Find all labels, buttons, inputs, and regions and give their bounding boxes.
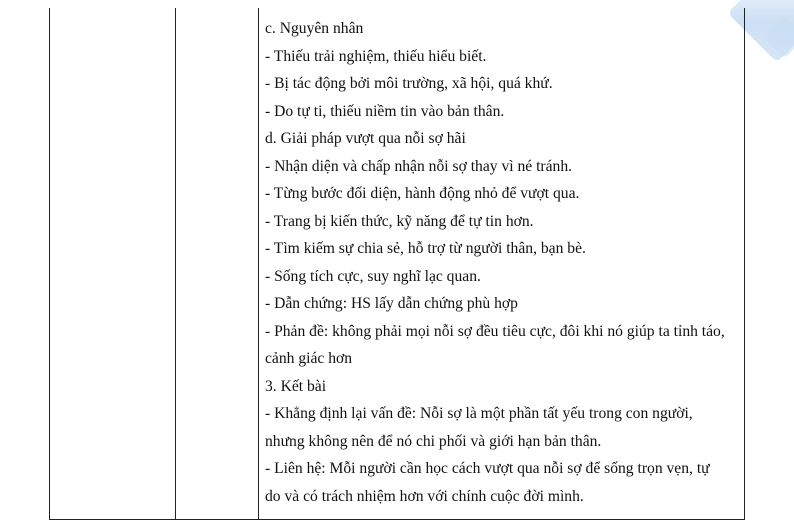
text-line: do và có trách nhiệm hơn với chính cuộc đời mình. [265,487,584,505]
text-line: - Trang bị kiến thức, kỹ năng để tự tin hơn. [265,212,534,230]
column-divider-2 [258,8,259,519]
text-line: - Bị tác động bởi môi trường, xã hội, quá khứ. [265,75,553,92]
text-line: - Tìm kiếm sự chia sẻ, hỗ trợ từ người thân, bạn bè. [265,240,586,257]
section-heading-solutions: d. Giải pháp vượt qua nỗi sợ hãi [265,130,466,147]
section-heading-causes: c. Nguyên nhân [265,20,364,37]
text-line: - Phản đề: không phải mọi nỗi sợ đều tiêu cực, đôi khi nó giúp ta tỉnh táo, [265,322,725,340]
text-line: cảnh giác hơn [265,350,353,367]
text-line: - Do tự ti, thiếu niềm tin vào bản thân. [265,102,505,120]
text-line: - Từng bước đối diện, hành động nhỏ để vượt qua. [265,185,580,202]
text-line: - Thiếu trải nghiệm, thiếu hiểu biết. [265,47,487,65]
text-line: nhưng không nên để nó chi phối và giới hạn bản thân. [265,432,602,450]
text-line: - Sống tích cực, suy nghĩ lạc quan. [265,267,481,285]
column-divider-1 [175,8,176,519]
text-line: - Nhận diện và chấp nhận nỗi sợ thay vì né tránh. [265,157,573,175]
text-line: - Khẳng định lại vấn đề: Nỗi sợ là một phần tất yếu trong con người, [265,405,693,422]
section-heading-conclusion: 3. Kết bài [265,377,327,395]
text-line: - Dẫn chứng: HS lấy dẫn chứng phù hợp [265,295,518,312]
answer-content [265,15,743,510]
text-line: - Liên hệ: Mỗi người cần học cách vượt qua nỗi sợ để sống trọn vẹn, tự [265,460,710,477]
